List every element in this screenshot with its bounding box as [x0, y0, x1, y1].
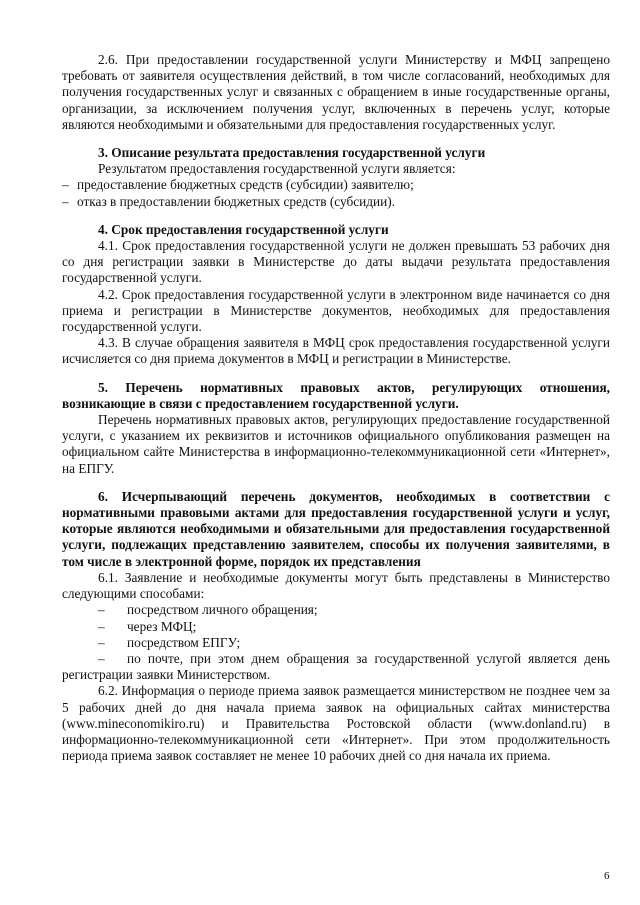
- paragraph-3-intro: Результатом предоставления государственной услуги является:: [98, 161, 456, 177]
- list-item: – посредством личного обращения;: [98, 602, 318, 618]
- heading-6: 6. Исчерпывающий перечень документов, необходимых в соответствии с нормативными правовыми актами для предоставления государственной услуги и услуг, которые являются необходимыми и обязательными для предоставления государственной услуги, подлежащих представлению заявителем, способы их получения заявителями, в том числе в электронной форме, порядок их представления: [62, 488, 610, 569]
- paragraph-6-1: 6.1. Заявление и необходимые документы могут быть представлены в Министерство следующими способами:: [62, 569, 610, 602]
- dash-marker: –: [98, 602, 105, 618]
- dash-marker: –: [62, 177, 69, 193]
- heading-4: 4. Срок предоставления государственной услуги: [98, 221, 389, 237]
- list-item: – предоставление бюджетных средств (субсидии) заявителю;: [62, 177, 414, 193]
- paragraph-6-2: 6.2. Информация о периоде приема заявок размещается министерством не позднее чем за 5 рабочих дней до дня начала приема заявок на официальных сайтах министерства (www.mineconomikiro.ru) и Правительства Ростовской области (www.donland.ru) в информационно-телекоммуникационной сети «Интернет». При этом продолжительность периода приема заявок составляет не менее 10 рабочих дней со дня начала их приема.: [62, 683, 610, 764]
- paragraph-4-3: 4.3. В случае обращения заявителя в МФЦ срок предоставления государственной услуги исчисляется со дня приема документов в МФЦ и регистрации в Министерстве.: [62, 335, 610, 367]
- paragraph-4-1: 4.1. Срок предоставления государственной услуги не должен превышать 53 рабочих дня со дня регистрации заявки в Министерстве до даты выдачи результата предоставления государственной услуги.: [62, 238, 610, 286]
- dash-marker: –: [98, 634, 105, 650]
- list-item: – посредством ЕПГУ;: [98, 634, 241, 650]
- page-number: 6: [604, 870, 610, 882]
- paragraph-5: Перечень нормативных правовых актов, регулирующих предоставление государственной услуги, с указанием их реквизитов и источников официального опубликования размещен на официальном сайте Министерства в информационно-телекоммуникационной сети «Интернет», на ЕПГУ.: [62, 412, 610, 476]
- list-item: – через МФЦ;: [98, 618, 197, 634]
- dash-marker: –: [98, 650, 105, 666]
- list-item: – по почте, при этом днем обращения за государственной услугой является день регистрации заявки Министерством.: [62, 650, 610, 683]
- dash-marker: –: [98, 618, 105, 634]
- list-item: – отказ в предоставлении бюджетных средств (субсидии).: [62, 193, 396, 209]
- dash-marker: –: [62, 193, 69, 209]
- paragraph-2-6: 2.6. При предоставлении государственной услуги Министерству и МФЦ запрещено требовать от заявителя осуществления действий, в том числе согласований, необходимых для получения государственных услуг и связанных с обращением в иные государственные органы, организации, за исключением получения услуг, включенных в перечень услуг, которые являются необходимыми и обязательными для предоставления государственных услуг.: [62, 52, 610, 132]
- paragraph-4-2: 4.2. Срок предоставления государственной услуги в электронном виде начинается со дня приема и регистрации в Министерстве документов, необходимых для предоставления государственной услуги.: [62, 286, 610, 335]
- heading-3: 3. Описание результата предоставления государственной услуги: [98, 145, 486, 161]
- heading-5: 5. Перечень нормативных правовых актов, регулирующих отношения, возникающие в связи с предоставлением государственной услуги.: [62, 379, 610, 411]
- document-body: [62, 52, 610, 764]
